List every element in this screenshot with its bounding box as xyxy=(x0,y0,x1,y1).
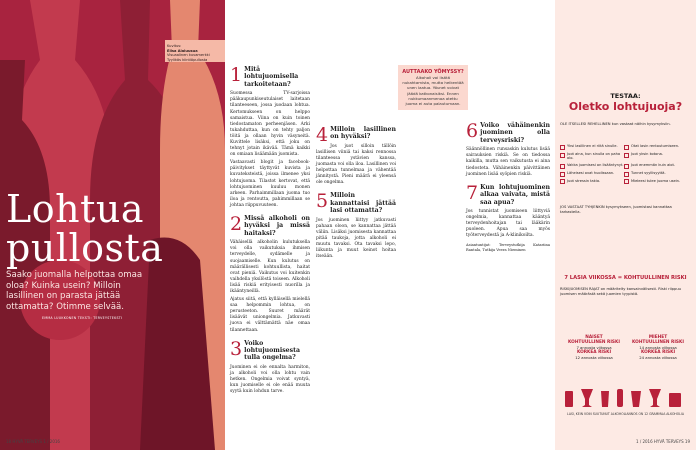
test-option[interactable]: Juot stressin takia. xyxy=(560,179,624,185)
question-heading xyxy=(316,192,396,214)
test-option[interactable]: Yksi lasillinen ei riitä sinulle. xyxy=(560,144,624,150)
page-number-left: 18 HYVÄ TERVEYS 1 / 2016 xyxy=(6,439,60,444)
illustration-caption xyxy=(167,44,225,62)
paragraph: Säännöllinen runsaskin kulutus lisää sairauksien riskiä. Se on tiedossa kaikilla, mutta sen vaikutusta ei aina tiedosteta. Vähäinenkin päivittäinen juominen lisää syöpien riskiä. xyxy=(466,147,550,177)
men-limits: MIEHET KOHTUULLINEN RISKI 14 annosta viikossa KORKEA RISKI 24 annosta viikossa xyxy=(627,335,689,360)
checkbox-icon[interactable] xyxy=(560,153,565,158)
test-option[interactable]: Otat lasin rentoutumiseen. xyxy=(624,144,688,150)
paragraph: Vastaavasti blogit ja facebook-päivitykset täyttyvät kuvista ja kuvateksteistä, joissa ilmenee yksi lohtujuoma. Tilastot kertovat, että lohtujuominen kuuluu monen arkeen. Parhaimmillaan juoma tuo iloa ja rentoutta, pahimmillaan se johtaa riippuvuuteen. xyxy=(230,160,310,208)
risk-text: RISKIJUOMISEN RAJAT on määritelty kansainvälisesti. Riski riippuu juomisen määrästä sekä juomien tyypistä. xyxy=(560,287,682,296)
byline: EMMA LUUKKONEN TEKSTI: TERVEYSTEKSTI xyxy=(42,316,123,320)
info-box-text: Alkoholi voi lisätä nukahtamista, mutta heikentää unen laatua. Yöunet voivat jäädä katkonaisiksi. Ennen nukkumaanmenoa otettu juoma ei auta palautumaan. xyxy=(402,75,464,107)
question-text: Milloin kannattaisi jättää lasi ottamatta? xyxy=(330,192,396,215)
question-text: Milloin lasillinen on hyväksi? xyxy=(330,126,396,141)
question-number: 1 xyxy=(230,64,243,86)
question-heading xyxy=(230,66,310,88)
test-option[interactable]: Vakka juomisesi on lisääntynyt. xyxy=(560,163,624,169)
paragraph: Jos juominen liittyy jatkuvasti pahaan oloon, se kannattaa jättää väliin. Lisäksi juomisesta kannattaa pitää taukoja, jotta alkoholi ei muutu tavaksi. Ota tavaksi lepo, liikunta ja muut keinot hoitaa itseään. xyxy=(316,217,396,260)
paragraph: Jos tunnistat juomiseen liittyviä ongelmia, kannattaa kääntyä terveydenhoitajan tai lääkärin puoleen. Apua saa myös työterveydestä ja A-klinikoilta. xyxy=(466,208,550,239)
question-number: 7 xyxy=(466,181,479,204)
question-text: Voiko vähäinenkin juominen olla terveysriski? xyxy=(480,122,550,144)
question-text: Kun lohtujuominen alkaa vaivata, mistä saa apua? xyxy=(480,183,550,206)
checkbox-icon[interactable] xyxy=(624,172,629,177)
women-limits: NAISET KOHTUULLINEN RISKI 7 annosta viikossa KORKEA RISKI 12 annosta viikossa xyxy=(563,335,625,360)
question-text: Voiko lohtujuomisesta tulla ongelma? xyxy=(244,339,300,362)
caption-line: Elisa Alaluusua xyxy=(167,48,198,53)
test-option[interactable]: Juot yksin kotona. xyxy=(624,152,688,161)
test-intro: OLE ITSELLESI REHELLINEN kun vastaat näihin kysymyksiin. xyxy=(560,122,671,126)
caption-line: Tyylikäs kiintiöpullosta xyxy=(167,57,208,62)
question-heading xyxy=(230,215,310,237)
caption-line: Kuvitus: xyxy=(167,44,182,48)
caption-line: Visuaalinen kuvamerkki xyxy=(167,53,210,58)
test-result: JOS VASTAAT TYHJENKIN kysymykseen, juomistasi kannattaa tarkastella. xyxy=(560,205,672,214)
risk-heading: 7 LASIA VIIKOSSA = KOHTUULLINEN RISKI xyxy=(564,275,687,281)
question-number: 3 xyxy=(230,337,243,360)
title-line: pullosta xyxy=(6,226,164,270)
paragraph: Jos juot silloin tällöin lasillisen viiniä tai kaksi rennossa tilanteessa ystävien kanssa, juomasta voi olla iloa. Lasillinen voi helpottaa tunnelmaa ja vähentää jännitystä. Pieni määrä ei yleensä ole ongelma. xyxy=(316,143,396,186)
test-option[interactable]: Juot enemmän kuin aiot. xyxy=(624,163,688,169)
question-heading xyxy=(466,181,550,206)
glass-legend: LASI, KEIN VOIN SUUTUNUT ALKOHOLIANNOS ON 12 GRAMMAA ALKOHOLIA xyxy=(567,412,684,416)
checkbox-icon[interactable] xyxy=(624,179,629,184)
paragraph: Suomessa TV-sarjoissa pääkaupunkiseutulaiset laitetaan tilanteeseen, jossa juodaan lohtua. Kertomukseen on helppo samaistua. Viina on kuin toinen tiedostamaton perheenjäsen. Arki tukahduttaa, kun on tehty paljon töitä ja ollaan hyvin väsyneitä. Kuvittele lisäksi, että joku on tehnyt jotain ikävää. Tämä kaikki on omiaan lisäämään juomista. xyxy=(230,91,310,158)
checkbox-icon[interactable] xyxy=(560,172,565,177)
article-column-3 xyxy=(466,52,550,255)
hero-illustration xyxy=(0,0,225,450)
paragraph: Juominen ei ole ennalta harmiton, ja alkoholi voi olla lohtu vain hetken. Ongelmia voivat syntyä, kun juomiselle ei ole enää muuta syytä kuin lohdun tarve. xyxy=(230,364,310,395)
article-column-1 xyxy=(230,60,310,397)
info-box xyxy=(398,65,468,110)
article-column-2 xyxy=(316,120,396,262)
checkbox-icon[interactable] xyxy=(624,164,629,169)
question-number: 4 xyxy=(316,124,329,146)
question-text: Mitä lohtujuomisella tarkoitetaan? xyxy=(244,66,299,88)
test-option[interactable]: Juot aina, kun sinulla on paha olo. xyxy=(560,152,624,161)
question-heading xyxy=(230,337,310,362)
checkbox-icon[interactable] xyxy=(624,145,629,150)
test-header xyxy=(555,92,696,113)
test-option[interactable]: Läheisesi ovat huolissaan. xyxy=(560,171,624,177)
test-option[interactable]: Mieleesi tulee juoma usein. xyxy=(624,179,688,185)
question-heading xyxy=(316,124,396,146)
women-title: NAISET xyxy=(585,335,603,340)
question-text: Missä alkoholi on hyväksi ja missä haitaksi? xyxy=(244,215,310,237)
article-lead: Saako juomalla helpottaa omaa oloa? Kuinka usein? Milloin lasillinen on parasta jättää ottamatta? Otimme selvää. xyxy=(6,270,143,312)
test-label: TESTAA: xyxy=(610,92,641,100)
page-number-right: 1 / 2016 HYVÄ TERVEYS 19 xyxy=(636,439,690,444)
checkbox-icon[interactable] xyxy=(560,179,565,184)
test-title: Oletko lohtujuoja? xyxy=(568,100,683,113)
question-number: 2 xyxy=(230,213,243,235)
paragraph: Vähäisellä alkoholin kulutuksella voi olla vaikutuksia ihmisen terveydelle, sydämelle ja suojaamiselle. Kun kulutus on määrällisesti kohtuullista, haitat ovat pieniä. Vaikutus voi kuitenkin vaihdella yksilöstä toiseen. Alkoholi lisää riskiä erityisesti nuorilla ja ikääntyneillä. xyxy=(230,240,310,294)
sources: Asiantuntijat: Terveystutkija Katariina Rantala, Tutkija Veera Nieminen xyxy=(466,243,550,252)
drink-glasses-icon xyxy=(563,387,688,409)
checkbox-icon[interactable] xyxy=(560,164,565,169)
info-box-title: AUTTAAKO YÖMYSSY? xyxy=(402,69,464,75)
question-number: 6 xyxy=(466,120,479,142)
checkbox-icon[interactable] xyxy=(624,153,629,158)
paragraph: Ajatus siitä, että kylläisellä mielellä saa helpommin lohtua, on perusteeton. Suuret määrät lisäävät uniongelmia. Jatkuvasti juova ei välttämättä näe omaa tilannettaan. xyxy=(230,297,310,333)
test-sidebar xyxy=(555,0,696,450)
question-heading xyxy=(466,122,550,144)
article-title xyxy=(6,187,164,270)
title-line: Lohtua xyxy=(6,187,144,231)
test-option[interactable]: Tunnet syyllisyyttä. xyxy=(624,171,688,177)
men-title: MIEHET xyxy=(648,335,668,340)
question-number: 5 xyxy=(316,190,329,213)
test-options xyxy=(560,144,691,186)
checkbox-icon[interactable] xyxy=(560,145,565,150)
